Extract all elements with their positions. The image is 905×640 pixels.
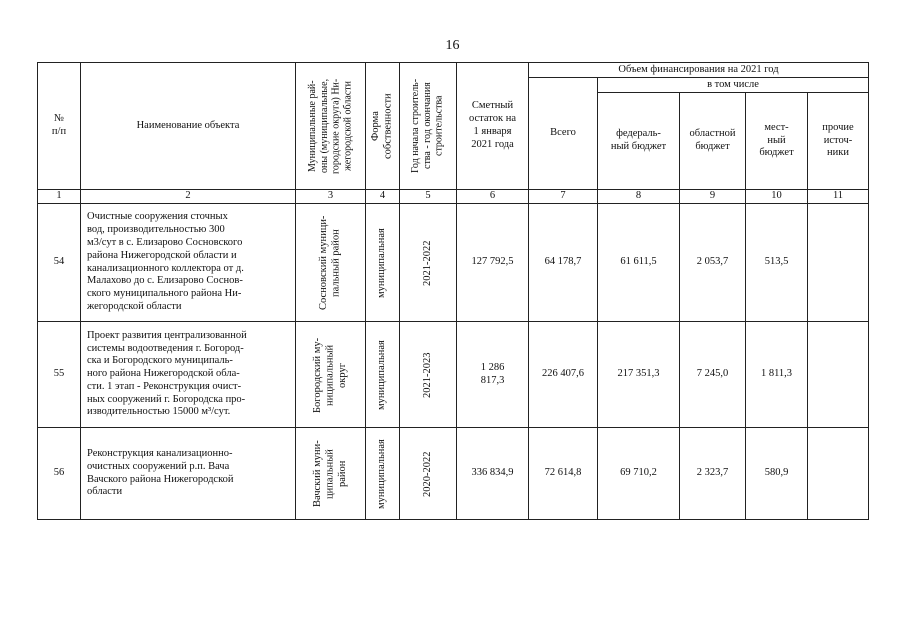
column-number: 2 [81,190,296,204]
row-number: 54 [38,204,81,322]
header-years: Год начала строитель- ства - год окончания строительства [400,63,457,190]
column-number: 9 [680,190,746,204]
header-balance: Сметный остаток на 1 января 2021 года [457,63,529,190]
page-number: 16 [445,38,460,53]
column-number: 11 [808,190,869,204]
local-cell: 513,5 [746,204,808,322]
years-cell: 2021-2023 [400,322,457,428]
header-other: прочие источ- ники [808,93,869,190]
header-including: в том числе [598,78,869,93]
regional-cell: 2 053,7 [680,204,746,322]
ownership-cell: муниципальная [366,204,400,322]
local-cell: 580,9 [746,428,808,520]
header-financing: Объем финансирования на 2021 год [529,63,869,78]
balance-cell: 127 792,5 [457,204,529,322]
federal-cell: 69 710,2 [598,428,680,520]
federal-cell: 61 611,5 [598,204,680,322]
header-ownership: Форма собственности [366,63,400,190]
header-local: мест- ный бюджет [746,93,808,190]
header-num: № п/п [38,63,81,190]
column-number: 8 [598,190,680,204]
total-cell: 72 614,8 [529,428,598,520]
column-number: 5 [400,190,457,204]
district-cell: Сосновский муници- пальный район [296,204,366,322]
total-cell: 226 407,6 [529,322,598,428]
header-total: Всего [529,78,598,190]
header-district: Муниципальные рай- оны (муниципальные, городские округа) Ни- жегородской области [296,63,366,190]
financing-table [37,62,869,520]
ownership-cell: муниципальная [366,322,400,428]
header-name: Наименование объекта [81,63,296,190]
object-name: Проект развития централизованной системы водоотведения г. Богород- ска и Богородского муниципаль- ного района Нижегородской обла- сти. 1 этап - Реконструкция очист- ных сооружений г. Богородска про- изводительностью 15000 м³/сут. [81,322,296,428]
header-federal: федераль- ный бюджет [598,93,680,190]
local-cell: 1 811,3 [746,322,808,428]
column-number: 3 [296,190,366,204]
other-cell [808,428,869,520]
column-number-row [38,190,869,204]
column-number: 10 [746,190,808,204]
column-number: 6 [457,190,529,204]
federal-cell: 217 351,3 [598,322,680,428]
other-cell [808,322,869,428]
table-row [38,322,869,428]
district-cell: Вачский муни- ципальный район [296,428,366,520]
header-regional: областной бюджет [680,93,746,190]
ownership-cell: муниципальная [366,428,400,520]
district-cell: Богородский му- ниципальный округ [296,322,366,428]
column-number: 4 [366,190,400,204]
balance-cell: 1 286 817,3 [457,322,529,428]
years-cell: 2020-2022 [400,428,457,520]
balance-cell: 336 834,9 [457,428,529,520]
table-row [38,428,869,520]
regional-cell: 2 323,7 [680,428,746,520]
object-name: Очистные сооружения сточных вод, производительностью 300 м3/сут в с. Елизарово Сосновского района Нижегородской области и канализационного коллектора от д. Малахово до с. Елизарово Соснов- ского муниципального района Ни- жегородской области [81,204,296,322]
object-name: Реконструкция канализационно- очистных сооружений р.п. Вача Вачского района Нижегородской области [81,428,296,520]
row-number: 55 [38,322,81,428]
table-row [38,204,869,322]
column-number: 7 [529,190,598,204]
column-number: 1 [38,190,81,204]
row-number: 56 [38,428,81,520]
other-cell [808,204,869,322]
regional-cell: 7 245,0 [680,322,746,428]
years-cell: 2021-2022 [400,204,457,322]
total-cell: 64 178,7 [529,204,598,322]
